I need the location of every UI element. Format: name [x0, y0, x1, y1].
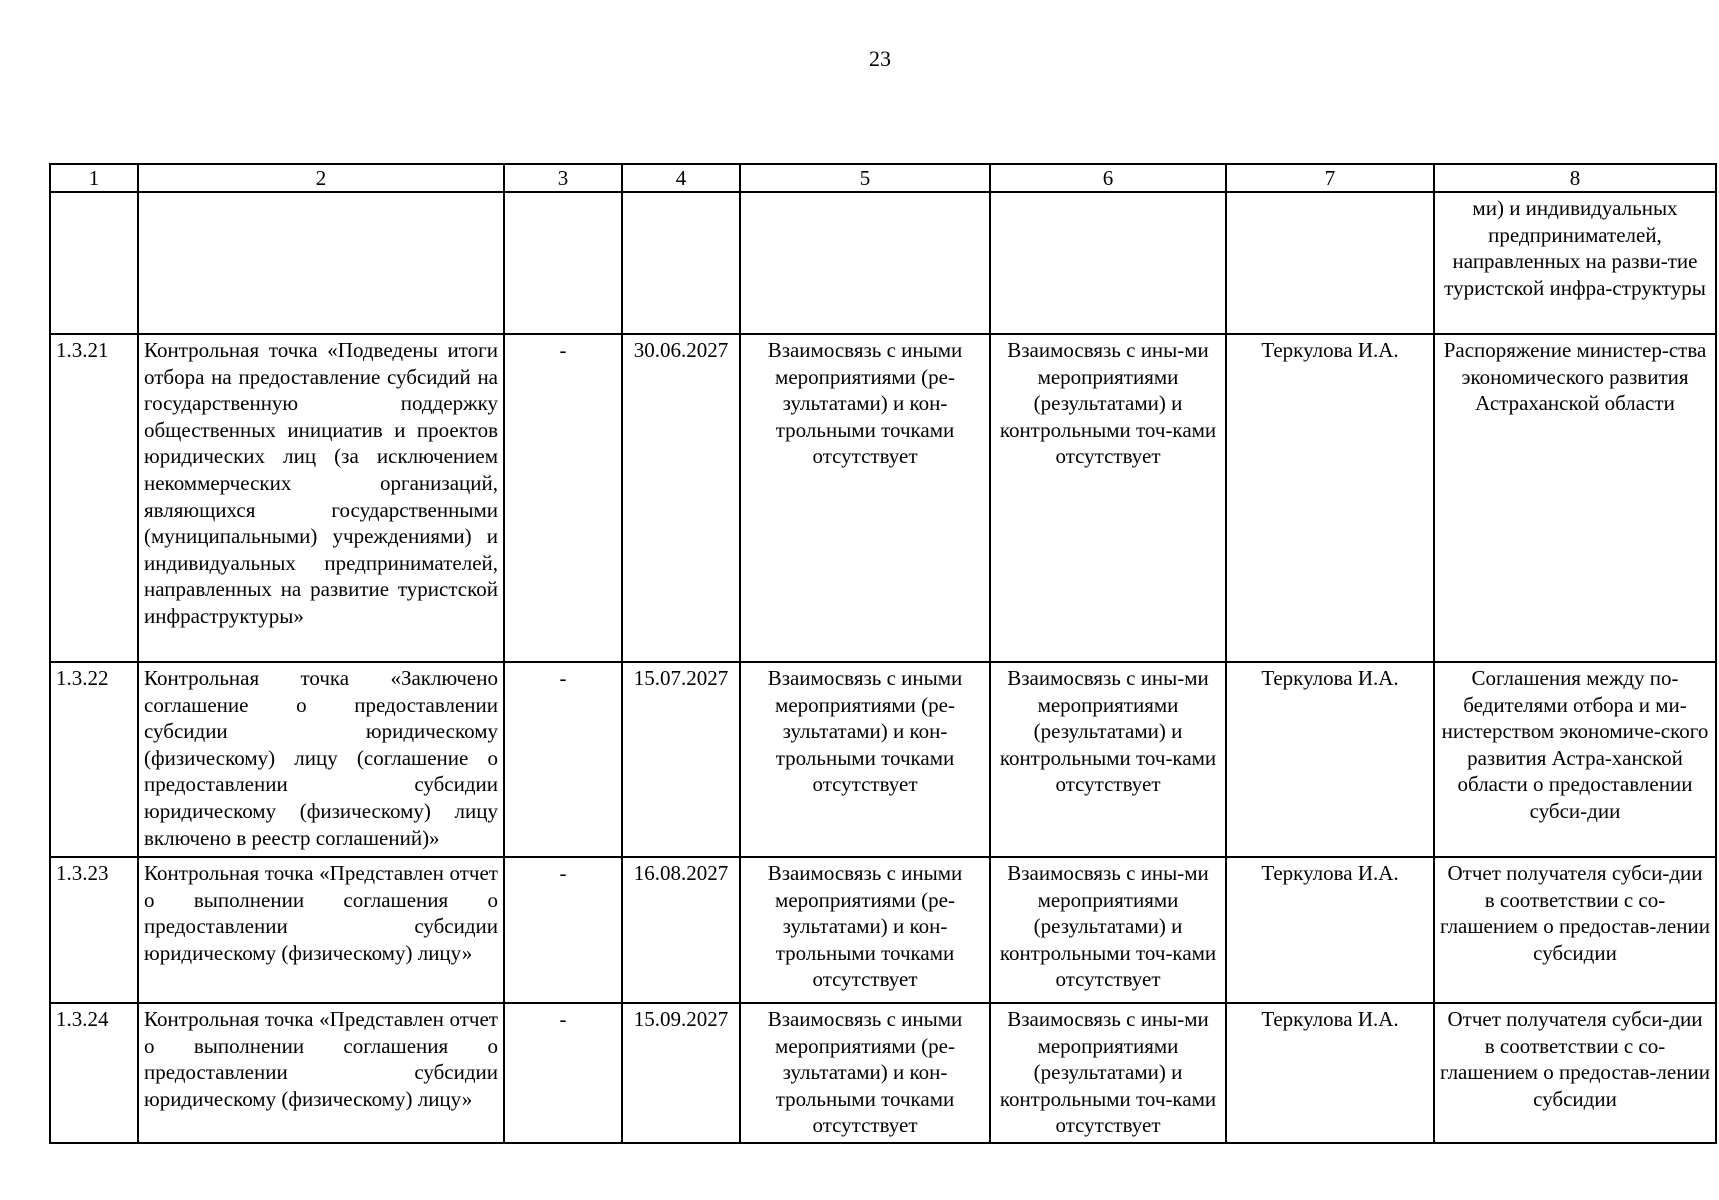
checkpoint-name: Контрольная точка «Представлен отчет о выполнении соглашения о предоставлении субсидии юридическому (физическому) лицу»: [138, 1003, 504, 1143]
cell-empty: [1226, 192, 1434, 334]
relationship-checkpoints: Взаимосвязь с ины-ми мероприятиями (результатами) и контрольными точ-ками отсутствует: [990, 857, 1226, 1003]
row-number: 1.3.21: [50, 334, 138, 662]
checkpoint-name: Контрольная точка «Заключено соглашение о предоставлении субсидии юридическому (физическому) лицу (соглашение о предоставлении субсидии юридическому (физическому) лицу включено в реестр соглашений)»: [138, 662, 504, 857]
column-3-value: -: [504, 857, 622, 1003]
relationship-events: Взаимосвязь с иными мероприятиями (ре-зультатами) и кон-трольными точками отсутствует: [740, 857, 990, 1003]
cell-empty: [622, 192, 740, 334]
row-number: 1.3.23: [50, 857, 138, 1003]
row-number: 1.3.24: [50, 1003, 138, 1143]
page-number: 23: [869, 46, 891, 71]
confirming-document: Отчет получателя субси-дии в соответствии с со-глашением о предостав-лении субсидии: [1434, 1003, 1716, 1143]
relationship-events: Взаимосвязь с иными мероприятиями (ре-зультатами) и кон-трольными точками отсутствует: [740, 334, 990, 662]
continuation-document-cell: ми) и индивидуальных предпринимателей, направленных на разви-тие туристской инфра-структуры: [1434, 192, 1716, 334]
checkpoint-name: Контрольная точка «Представлен отчет о выполнении соглашения о предоставлении субсидии юридическому (физическому) лицу»: [138, 857, 504, 1003]
checkpoint-date: 16.08.2027: [622, 857, 740, 1003]
confirming-document: Отчет получателя субси-дии в соответствии с со-глашением о предостав-лении субсидии: [1434, 857, 1716, 1003]
responsible-person: Теркулова И.А.: [1226, 1003, 1434, 1143]
column-header-6: 6: [990, 164, 1226, 192]
column-header-1: 1: [50, 164, 138, 192]
cell-empty: [138, 192, 504, 334]
checkpoint-date: 30.06.2027: [622, 334, 740, 662]
table-row: [50, 662, 1716, 857]
row-number: 1.3.22: [50, 662, 138, 857]
cell-empty: [50, 192, 138, 334]
confirming-document: Распоряжение министер-ства экономического развития Астраханской области: [1434, 334, 1716, 662]
table-row: [50, 334, 1716, 662]
responsible-person: Теркулова И.А.: [1226, 857, 1434, 1003]
confirming-document: Соглашения между по-бедителями отбора и ми-нистерством экономиче-ского развития Астра-ханской области о предоставлении субси-дии: [1434, 662, 1716, 857]
table-row: [50, 1003, 1716, 1143]
column-number-header-row: [50, 164, 1716, 192]
relationship-events: Взаимосвязь с иными мероприятиями (ре-зультатами) и кон-трольными точками отсутствует: [740, 662, 990, 857]
cell-empty: [740, 192, 990, 334]
relationship-checkpoints: Взаимосвязь с ины-ми мероприятиями (результатами) и контрольными точ-ками отсутствует: [990, 1003, 1226, 1143]
column-header-8: 8: [1434, 164, 1716, 192]
column-header-4: 4: [622, 164, 740, 192]
responsible-person: Теркулова И.А.: [1226, 334, 1434, 662]
checkpoint-date: 15.07.2027: [622, 662, 740, 857]
cell-empty: [504, 192, 622, 334]
relationship-events: Взаимосвязь с иными мероприятиями (ре-зультатами) и кон-трольными точками отсутствует: [740, 1003, 990, 1143]
checkpoint-name: Контрольная точка «Подведены итоги отбора на предоставление субсидий на государственную поддержку общественных инициатив и проектов юридических лиц (за исключением некоммерческих организаций, являющихся государственными (муниципальными) учреждениями) и индивидуальных предпринимателей, направленных на развитие туристской инфраструктуры»: [138, 334, 504, 662]
responsible-person: Теркулова И.А.: [1226, 662, 1434, 857]
table-row: [50, 857, 1716, 1003]
relationship-checkpoints: Взаимосвязь с ины-ми мероприятиями (результатами) и контрольными точ-ками отсутствует: [990, 334, 1226, 662]
plan-table: [49, 163, 1717, 1144]
column-3-value: -: [504, 1003, 622, 1143]
column-3-value: -: [504, 662, 622, 857]
cell-empty: [990, 192, 1226, 334]
checkpoint-date: 15.09.2027: [622, 1003, 740, 1143]
column-3-value: -: [504, 334, 622, 662]
column-header-3: 3: [504, 164, 622, 192]
column-header-7: 7: [1226, 164, 1434, 192]
relationship-checkpoints: Взаимосвязь с ины-ми мероприятиями (результатами) и контрольными точ-ками отсутствует: [990, 662, 1226, 857]
continuation-row: [50, 192, 1716, 334]
column-header-5: 5: [740, 164, 990, 192]
column-header-2: 2: [138, 164, 504, 192]
